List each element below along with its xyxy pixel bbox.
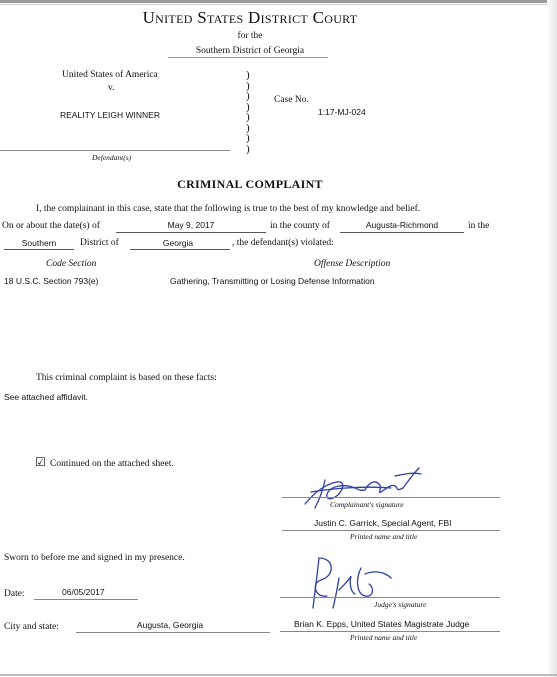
complainant-signature-line	[282, 497, 500, 498]
complainant-signature-label: Complainant's signature	[330, 500, 404, 509]
defendant-name: REALITY LEIGH WINNER	[60, 110, 160, 120]
case-no-label: Case No.	[274, 95, 309, 105]
printed-name-label-2: Printed name and title	[350, 633, 418, 642]
state-underline	[130, 249, 230, 250]
violated-label: , the defendant(s) violated:	[232, 238, 334, 248]
case-no: 1:17-MJ-024	[318, 107, 366, 117]
printed-name-label-1: Printed name and title	[350, 532, 418, 541]
district-field: Southern	[21, 238, 57, 248]
judge-name-line	[280, 631, 500, 632]
code-section-label: Code Section	[46, 259, 97, 269]
sworn-date-underline	[34, 599, 138, 600]
bottom-border	[0, 674, 557, 676]
code-section: 18 U.S.C. Section 793(e)	[4, 276, 99, 286]
judge-name: Brian K. Epps, United States Magistrate Judge	[294, 619, 470, 629]
offense-label: Offense Description	[314, 259, 391, 269]
district-of-label: District of	[80, 238, 119, 248]
complaint-title: CRIMINAL COMPLAINT	[177, 177, 323, 191]
defendant-label: Defendant(s)	[92, 153, 132, 162]
city-state-label: City and state:	[4, 622, 59, 632]
caption-brace: ) ) ) ) ) ) ) )	[246, 69, 250, 155]
on-or-about-label: On or about the date(s) of	[2, 221, 100, 231]
city-state: Augusta, Georgia	[136, 620, 204, 630]
continued-sheet: Continued on the attached sheet.	[50, 459, 174, 469]
complainant-name-line	[282, 530, 500, 531]
district-name: Southern District of Georgia	[195, 46, 305, 56]
date-label: Date:	[4, 589, 25, 599]
district-underline	[168, 57, 328, 58]
for-the: for the	[237, 31, 263, 41]
court-title: United States District Court	[142, 8, 358, 27]
judge-signature-line	[280, 597, 500, 598]
intro-sentence: I, the complainant in this case, state that the following is true to the best of my knowledge and belief.	[36, 204, 421, 214]
defendant-rule	[0, 150, 230, 151]
district-name-underline	[4, 249, 74, 250]
county-label: in the county of	[270, 221, 330, 231]
sworn-date: 06/05/2017	[62, 587, 105, 597]
offense-description: Gathering, Transmitting or Losing Defense Information	[170, 276, 375, 286]
checkbox-icon: ☑	[35, 455, 46, 469]
offense-date: May 9, 2017	[167, 220, 215, 230]
county: Augusta-Richmond	[365, 220, 439, 230]
versus: v.	[108, 83, 115, 93]
plaintiff: United States of America	[62, 70, 158, 80]
sworn-statement: Sworn to before me and signed in my presence.	[4, 553, 185, 563]
complainant-name: Justin C. Garrick, Special Agent, FBI	[314, 518, 452, 528]
in-the-label: in the	[468, 221, 490, 231]
state-field: Georgia	[162, 238, 194, 248]
date-underline	[116, 232, 266, 233]
city-state-underline	[76, 632, 270, 633]
judge-signature-label: Judge's signature	[374, 600, 427, 609]
based-on-facts: This criminal complaint is based on these facts:	[36, 373, 217, 383]
county-underline	[340, 232, 464, 233]
top-border	[0, 0, 557, 3]
facts: See attached affidavit.	[4, 392, 88, 402]
top-border-thin	[0, 4, 557, 5]
page-edge-shadow	[547, 0, 557, 677]
